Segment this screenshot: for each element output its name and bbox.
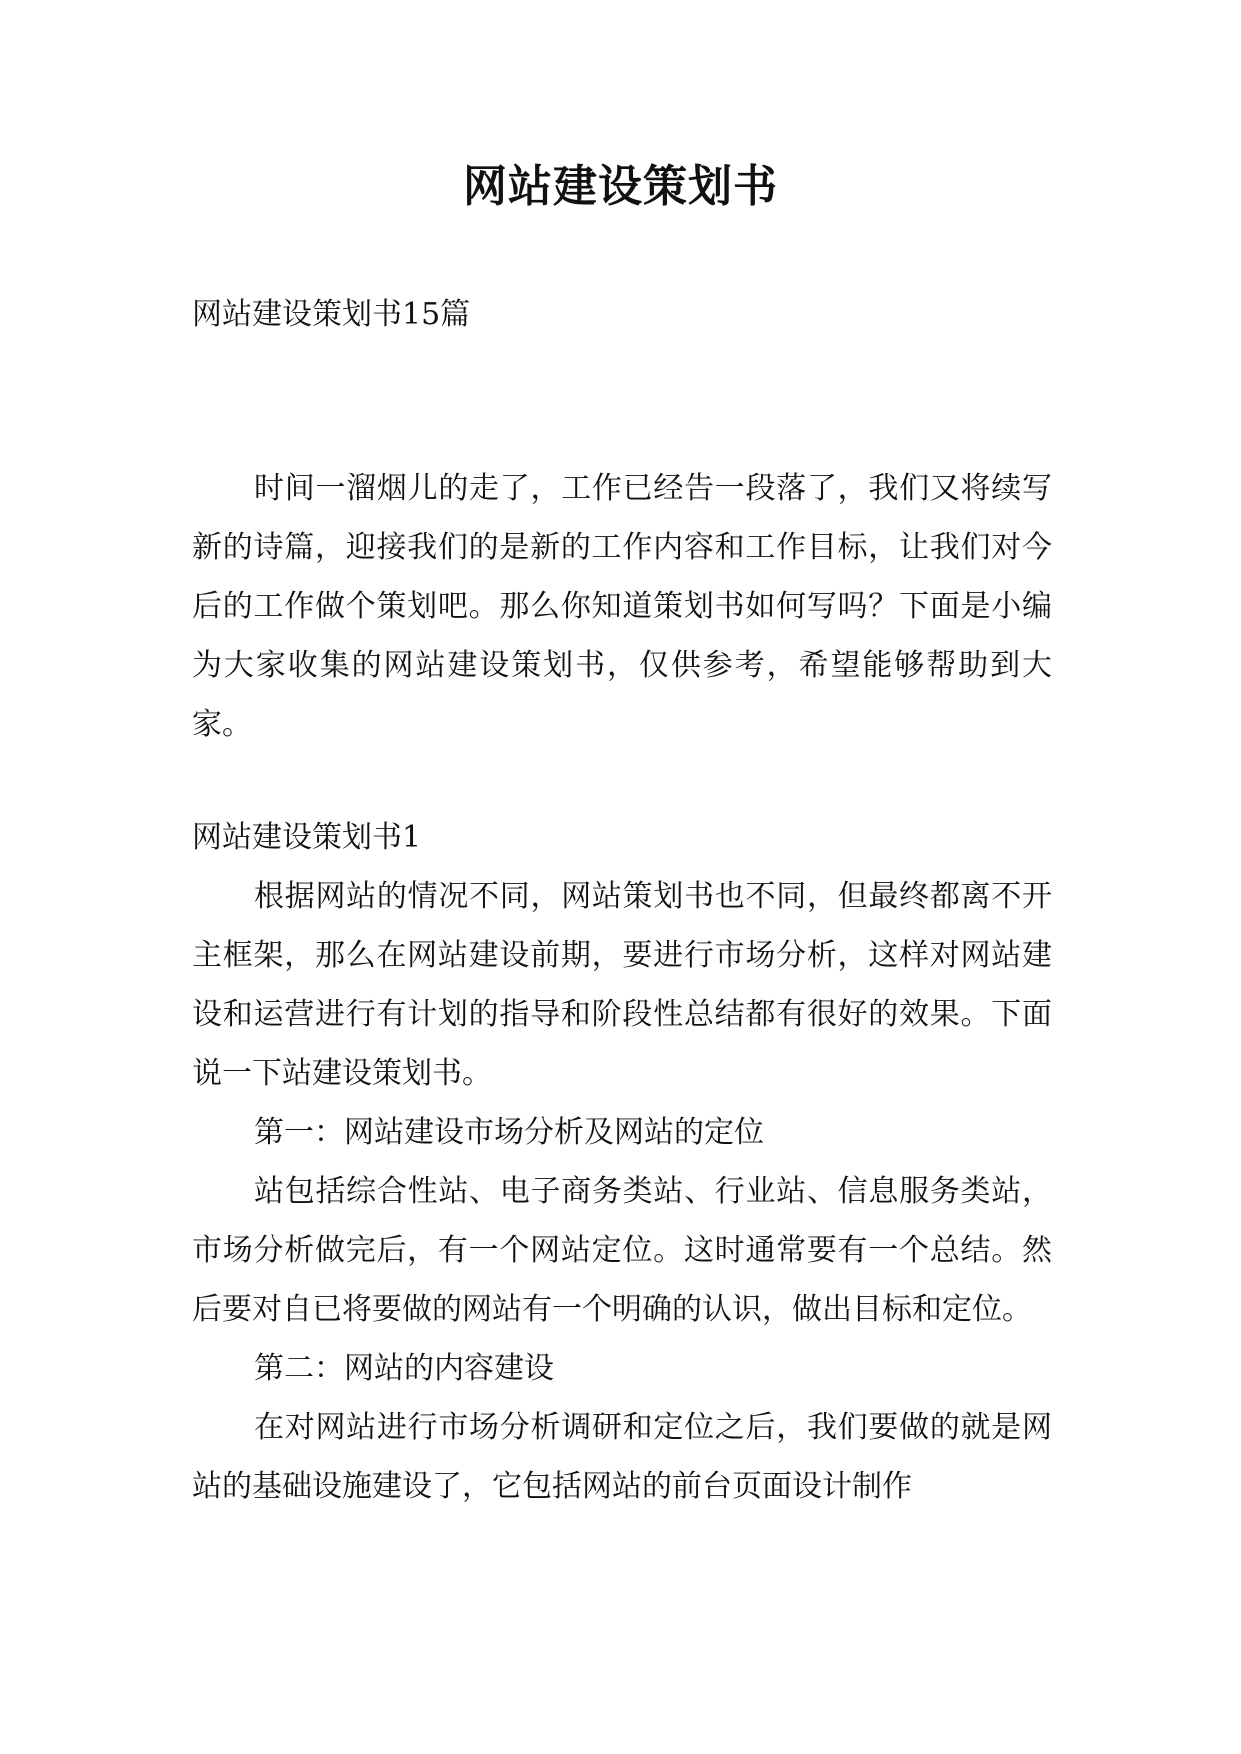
subsection-heading: 第一：网站建设市场分析及网站的定位 bbox=[254, 1115, 764, 1150]
body-paragraph: 根据网站的情况不同，网站策划书也不同，但最终都离不开主框架，那么在网站建设前期，要进行市场分析，这样对网站建设和运营进行有计划的指导和阶段性总结都有很好的效果。下面说一下站建设策划书。 bbox=[192, 879, 1052, 1091]
document-title: 网站建设策划书 bbox=[463, 161, 778, 212]
body-paragraph: 在对网站进行市场分析调研和定位之后，我们要做的就是网站的基础设施建设了，它包括网站的前台页面设计制作 bbox=[192, 1410, 1052, 1504]
subsection-heading: 第二：网站的内容建设 bbox=[254, 1351, 554, 1386]
body-paragraph: 站包括综合性站、电子商务类站、行业站、信息服务类站，市场分析做完后，有一个网站定位。这时通常要有一个总结。然后要对自已将要做的网站有一个明确的认识，做出目标和定位。 bbox=[192, 1174, 1052, 1327]
section-heading: 网站建设策划书1 bbox=[192, 820, 422, 855]
document-body bbox=[192, 285, 1052, 1516]
document-subtitle: 网站建设策划书15篇 bbox=[192, 297, 471, 332]
intro-paragraph: 时间一溜烟儿的走了，工作已经告一段落了，我们又将续写新的诗篇，迎接我们的是新的工作内容和工作目标，让我们对今后的工作做个策划吧。那么你知道策划书如何写吗？下面是小编为大家收集的网站建设策划书，仅供参考，希望能够帮助到大家。 bbox=[192, 471, 1052, 742]
